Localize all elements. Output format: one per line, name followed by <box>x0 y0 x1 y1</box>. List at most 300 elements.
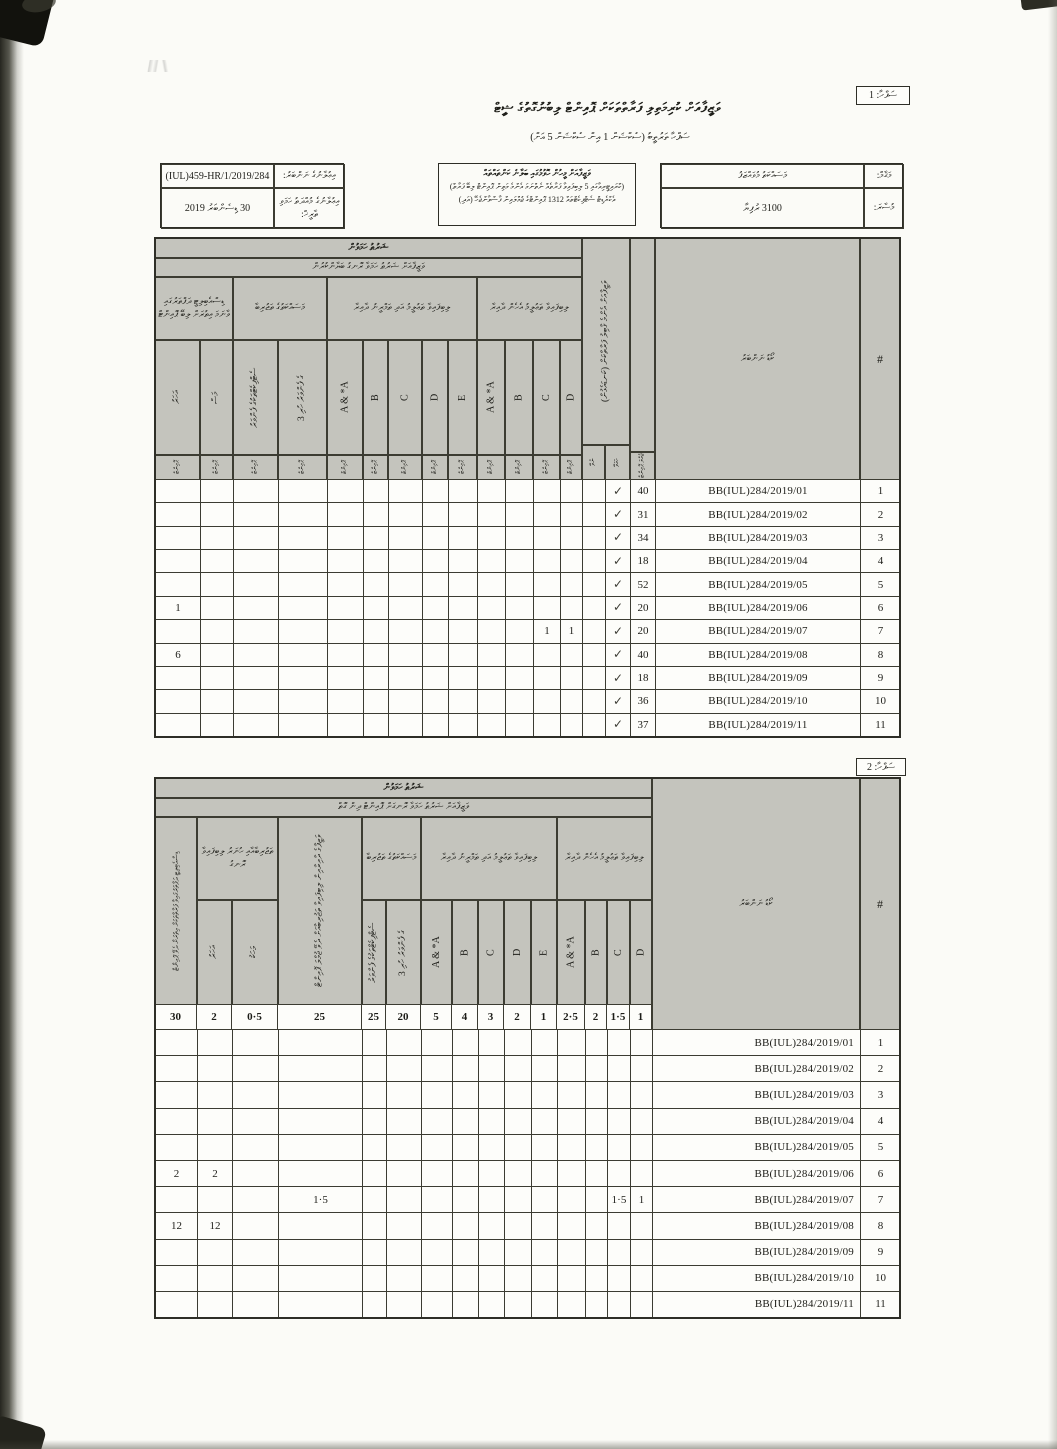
qualified-check-cell: ✓ <box>606 503 631 526</box>
grid-cell <box>506 480 534 503</box>
grid-cell <box>234 527 279 550</box>
row-index-cell: 10 <box>861 690 901 713</box>
applicant-code-cell: BB(IUL)284/2019/03 <box>653 1082 861 1108</box>
grid-cell <box>389 550 423 573</box>
grid-cell <box>156 503 201 526</box>
grid-cell <box>631 1240 653 1266</box>
grid-cell <box>631 1082 653 1108</box>
grid-cell <box>328 714 364 737</box>
grid-cell <box>279 527 328 550</box>
grid-cell <box>387 1135 422 1161</box>
grid-cell <box>279 1056 363 1082</box>
grid-cell <box>279 667 328 690</box>
table1-col-level3: 3 ގެ ފެންވަރު ހުރި <box>278 340 327 455</box>
grid-cell <box>558 1187 586 1213</box>
grid-cell <box>505 1056 532 1082</box>
grid-cell <box>279 1030 363 1056</box>
grid-cell <box>586 1109 608 1135</box>
grid-cell <box>364 667 389 690</box>
grid-cell <box>479 1240 505 1266</box>
applicant-code-cell: BB(IUL)284/2019/05 <box>653 1135 861 1161</box>
applicant-code-cell: BB(IUL)284/2019/08 <box>653 1213 861 1239</box>
grid-cell <box>156 1240 198 1266</box>
grid-cell <box>201 480 234 503</box>
grid-cell <box>505 1082 532 1108</box>
grid-cell <box>156 1292 198 1318</box>
grid-cell: 1 <box>561 620 583 643</box>
grid-cell <box>279 1266 363 1292</box>
table1-unit-11: ޕޮއިންޓް <box>533 455 560 480</box>
grid-cell <box>505 1240 532 1266</box>
applicant-code-cell: BB(IUL)284/2019/10 <box>653 1266 861 1292</box>
grid-cell <box>279 1161 363 1187</box>
grid-cell <box>233 1213 279 1239</box>
grid-cell <box>449 573 478 596</box>
grid-cell <box>363 1266 387 1292</box>
announcement-info-table <box>160 163 344 228</box>
note-line-1: ވަޒީފާއަށް މީހުން ހޮވުމުގައި ބަލާނެ ކަންތައްތައް <box>483 168 591 178</box>
grid-cell <box>198 1056 233 1082</box>
grid-cell <box>198 1266 233 1292</box>
grid-cell <box>558 1030 586 1056</box>
grid-cell <box>586 1292 608 1318</box>
table1-unit-6: ޕޮއިންޓް <box>388 455 422 480</box>
grid-cell <box>422 1266 453 1292</box>
table2-row <box>156 1187 901 1213</box>
announcement-number-label: އިޢުލާނުގެ ނަންބަރު: <box>274 164 345 188</box>
applicant-code-cell: BB(IUL)284/2019/07 <box>653 1187 861 1213</box>
max-cell: 25 <box>362 1005 386 1030</box>
grid-cell <box>234 620 279 643</box>
grid-cell <box>387 1056 422 1082</box>
grid-cell <box>156 1082 198 1108</box>
table2-title: ޝަރުޠު ހަމަވުން <box>155 778 652 798</box>
applicant-code-cell: BB(IUL)284/2019/01 <box>653 1030 861 1056</box>
grid-cell <box>364 620 389 643</box>
grid-cell <box>234 573 279 596</box>
total-points-cell: 36 <box>631 690 656 713</box>
grid-cell <box>608 1109 631 1135</box>
grid-cell <box>233 1187 279 1213</box>
table1-unit-9: ޕޮއިންޓް <box>477 455 505 480</box>
table1-col-grade-e: E <box>448 340 477 455</box>
grid-cell <box>631 1213 653 1239</box>
grid-cell <box>328 597 364 620</box>
max-cell: 1 <box>630 1005 652 1030</box>
row-index-cell: 5 <box>861 573 901 596</box>
table2-col-grade2-d: D <box>630 900 652 1005</box>
fail-cell <box>583 690 606 713</box>
grid-cell <box>279 1213 363 1239</box>
grid-cell <box>534 550 561 573</box>
grid-cell <box>532 1082 558 1108</box>
grid-cell <box>422 1161 453 1187</box>
grid-cell <box>478 550 506 573</box>
applicant-code-cell: BB(IUL)284/2019/05 <box>656 573 861 596</box>
grid-cell <box>233 1030 279 1056</box>
grid-cell <box>234 550 279 573</box>
grid-cell <box>387 1187 422 1213</box>
grid-cell <box>449 644 478 667</box>
grid-cell <box>234 690 279 713</box>
grid-cell <box>631 1109 653 1135</box>
grid-cell <box>561 667 583 690</box>
grid-cell <box>201 620 234 643</box>
grid-cell <box>505 1109 532 1135</box>
grid-cell <box>364 597 389 620</box>
grid-cell <box>479 1082 505 1108</box>
fail-cell <box>583 480 606 503</box>
table1-group-experience: މަސައްކަތުގެ ތަޖުރިބާ <box>233 277 327 340</box>
total-points-cell: 40 <box>631 644 656 667</box>
grid-cell <box>156 1187 198 1213</box>
max-cell: 4 <box>452 1005 478 1030</box>
table1-row <box>156 644 901 667</box>
grid-cell <box>586 1240 608 1266</box>
table2-row <box>156 1161 901 1187</box>
grid-cell <box>479 1213 505 1239</box>
grid-cell <box>558 1240 586 1266</box>
grid-cell <box>453 1240 479 1266</box>
total-points-cell: 18 <box>631 550 656 573</box>
grid-cell <box>156 667 201 690</box>
grid-cell <box>279 1135 363 1161</box>
table1-unit-5: ޕޮއިންޓް <box>363 455 388 480</box>
max-cell: 2·5 <box>557 1005 585 1030</box>
table1-row <box>156 550 901 573</box>
grid-cell <box>505 1213 532 1239</box>
grid-cell <box>586 1187 608 1213</box>
grid-cell <box>328 667 364 690</box>
grid-cell <box>449 527 478 550</box>
grid-cell <box>608 1161 631 1187</box>
grid-cell <box>389 690 423 713</box>
table1-title: ޝަރުޠު ހަމަވުން <box>155 238 582 258</box>
grid-cell <box>233 1161 279 1187</box>
grid-cell <box>506 667 534 690</box>
table2-row <box>156 1292 901 1318</box>
note-line-3: އެކްރެޑިޓް ސެޓްފިކެޓްތައް 1312 ޕޮއިންޓްގެ ޖުމްލައިން ފާސްވާންޖެހޭ (އަދި) <box>458 195 616 204</box>
table1-unit-12: ޕޮއިންޓް <box>560 455 582 480</box>
grid-cell: 12 <box>156 1213 198 1239</box>
grid-cell <box>423 714 449 737</box>
grid-cell <box>279 573 328 596</box>
table2-row <box>156 1082 901 1108</box>
grid-cell: 12 <box>198 1213 233 1239</box>
grid-cell <box>233 1135 279 1161</box>
grid-cell <box>201 597 234 620</box>
grid-cell <box>532 1240 558 1266</box>
grid-cell <box>532 1292 558 1318</box>
table2-data-grid <box>155 1030 901 1318</box>
table1-row <box>156 527 901 550</box>
grid-cell <box>506 573 534 596</box>
grid-cell <box>608 1240 631 1266</box>
grid-cell <box>532 1109 558 1135</box>
grid-cell <box>453 1056 479 1082</box>
grid-cell <box>449 597 478 620</box>
table1-group-disability: ޑިސްއެބިލިޓީ ދަފްތަރުގައި ވާނަމަ އިތުރަށް ލިބޭ ޕޮއިންޓް <box>155 277 233 340</box>
total-points-cell: 31 <box>631 503 656 526</box>
grid-cell <box>422 1056 453 1082</box>
grid-cell <box>423 644 449 667</box>
fail-cell <box>583 573 606 596</box>
qualified-check-cell: ✓ <box>606 573 631 596</box>
grid-cell <box>558 1109 586 1135</box>
qualified-check-cell: ✓ <box>606 550 631 573</box>
applicant-code-cell: BB(IUL)284/2019/07 <box>656 620 861 643</box>
table2-col-grade-aa: A & *A <box>421 900 452 1005</box>
document-subtitle: ސަފްހާ ތަރުތީބު (ސެކްޝަން 1 އިން ސެކްޝަން 5 އަށް) <box>530 132 690 143</box>
grid-cell <box>449 690 478 713</box>
row-index-cell: 10 <box>861 1266 901 1292</box>
grid-cell <box>423 667 449 690</box>
grid-cell <box>478 714 506 737</box>
row-index-cell: 3 <box>861 527 901 550</box>
grid-cell <box>532 1161 558 1187</box>
total-points-cell: 34 <box>631 527 656 550</box>
grid-cell <box>156 1266 198 1292</box>
grid-cell: 1 <box>156 597 201 620</box>
grid-cell <box>279 714 328 737</box>
grid-cell <box>532 1266 558 1292</box>
grid-cell <box>534 690 561 713</box>
applicant-code-cell: BB(IUL)284/2019/06 <box>653 1161 861 1187</box>
total-points-cell: 52 <box>631 573 656 596</box>
grid-cell <box>561 527 583 550</box>
grid-cell <box>505 1292 532 1318</box>
grid-cell <box>198 1030 233 1056</box>
grid-cell <box>478 667 506 690</box>
grid-cell <box>198 1187 233 1213</box>
table2-name-header: ކޯޑު ނަންބަރު <box>652 778 860 1030</box>
grid-cell <box>558 1082 586 1108</box>
fail-cell <box>583 597 606 620</box>
table1-fail-label: ނުވޭ <box>582 445 605 480</box>
grid-cell <box>479 1292 505 1318</box>
grid-cell <box>389 573 423 596</box>
grid-cell <box>328 690 364 713</box>
grid-cell <box>328 644 364 667</box>
table2-col-years: އަހަރު <box>197 900 232 1005</box>
scan-edge-left <box>0 0 24 1449</box>
grid-cell <box>422 1213 453 1239</box>
grid-cell <box>201 550 234 573</box>
grid-cell <box>201 527 234 550</box>
table2-row <box>156 1135 901 1161</box>
grid-cell <box>233 1109 279 1135</box>
grid-cell <box>201 644 234 667</box>
grid-cell <box>532 1187 558 1213</box>
grid-cell <box>506 527 534 550</box>
grid-cell <box>479 1030 505 1056</box>
grid-cell <box>389 527 423 550</box>
grid-cell <box>453 1187 479 1213</box>
grid-cell <box>423 573 449 596</box>
grid-cell <box>279 503 328 526</box>
grid-cell <box>453 1082 479 1108</box>
row-index-cell: 5 <box>861 1135 901 1161</box>
fail-cell <box>583 667 606 690</box>
grid-cell <box>233 1240 279 1266</box>
grid-cell <box>631 1266 653 1292</box>
grid-cell <box>506 690 534 713</box>
grid-cell <box>586 1266 608 1292</box>
applicant-code-cell: BB(IUL)284/2019/10 <box>656 690 861 713</box>
table2-row <box>156 1266 901 1292</box>
grid-cell <box>479 1109 505 1135</box>
grid-cell <box>631 1030 653 1056</box>
row-index-cell: 4 <box>861 1109 901 1135</box>
max-cell: 5 <box>421 1005 452 1030</box>
table1-col-grade-b: B <box>363 340 388 455</box>
table2-group-skills: ތަޖުރިބާއާއި ހުނަރު ލިބިފައިވާ ރޮނގު <box>197 817 278 900</box>
grid-cell <box>608 1213 631 1239</box>
table2-col-grade2-c: C <box>607 900 630 1005</box>
table1-row <box>156 620 901 643</box>
table1-group-education-related: ލިބިފައިވާ ތަޢުލީމު އަދި ތަމްރީނު ދާއިރާ <box>327 277 477 340</box>
row-index-cell: 6 <box>861 1161 901 1187</box>
grid-cell <box>534 714 561 737</box>
applicant-code-cell: BB(IUL)284/2019/02 <box>656 503 861 526</box>
grid-cell <box>156 527 201 550</box>
table1-check-label: ހަމަވޭ <box>605 445 630 480</box>
qualified-check-cell: ✓ <box>606 667 631 690</box>
row-index-cell: 7 <box>861 1187 901 1213</box>
grid-cell <box>389 480 423 503</box>
grid-cell <box>505 1135 532 1161</box>
grid-cell <box>201 573 234 596</box>
grid-cell <box>198 1240 233 1266</box>
grid-cell <box>534 667 561 690</box>
grid-cell: 2 <box>156 1161 198 1187</box>
max-cell: 2 <box>585 1005 607 1030</box>
grid-cell <box>422 1135 453 1161</box>
grid-cell <box>561 597 583 620</box>
row-index-cell: 3 <box>861 1082 901 1108</box>
grid-cell <box>233 1266 279 1292</box>
grid-cell <box>328 573 364 596</box>
grid-cell <box>389 503 423 526</box>
max-cell: 2 <box>197 1005 232 1030</box>
grid-cell <box>201 714 234 737</box>
grid-cell <box>234 503 279 526</box>
fail-cell <box>583 527 606 550</box>
grid-cell <box>156 550 201 573</box>
grid-cell <box>631 1135 653 1161</box>
table2-group-education-related: ލިބިފައިވާ ތަޢުލީމު އަދި ތަމްރީނު ދާއިރާ <box>421 817 557 900</box>
grid-cell <box>279 620 328 643</box>
grid-cell <box>532 1030 558 1056</box>
grid-cell <box>478 527 506 550</box>
grid-cell <box>608 1030 631 1056</box>
grid-cell <box>422 1109 453 1135</box>
grid-cell: 1 <box>631 1187 653 1213</box>
grid-cell <box>198 1082 233 1108</box>
table2-col-related-experience: ވަޒީފާގެ ދާއިރާއިން ލިބިފައިވާ ތަޖުރިބާއަށް ދެވޭ ޖުމްލަ ޕޮއިންޓް <box>278 817 362 1005</box>
note-line-2: (ކްރައިޓީރިއާގައި 5 ލިބިފައިވާ ފަރާތެއް ނެތްނަމަ އެންމެ މަތިން ޕޮއިންޓް ލިބޭ ފަރާތް) <box>449 182 625 191</box>
table2-col-level3: 3 ގެ ފެންވަރު ހުރި <box>386 900 421 1005</box>
grid-cell <box>423 503 449 526</box>
grid-cell <box>586 1030 608 1056</box>
announcement-number: (IUL)459-HR/1/2019/284 <box>161 164 274 188</box>
grid-cell <box>279 597 328 620</box>
row-index-cell: 6 <box>861 597 901 620</box>
grid-cell <box>363 1161 387 1187</box>
scan-edge-bottom <box>0 1440 1057 1449</box>
table1-name-header: ކޯޑު ނަންބަރު <box>655 238 860 480</box>
table1-row <box>156 597 901 620</box>
table1-unit-10: ޕޮއިންޓް <box>505 455 533 480</box>
grid-cell <box>156 620 201 643</box>
table2-col-grade-e: E <box>531 900 557 1005</box>
table2-col-disability: ޑިސްއެބިލިޓީ ދަފްތަރުގައިވާ ފަރާތްތަކަށް އިތުރަށް ދެވޭ ޕޮއިންޓް <box>155 817 197 1005</box>
grid-cell <box>364 690 389 713</box>
grid-cell <box>198 1109 233 1135</box>
grid-cell <box>363 1213 387 1239</box>
grid-cell <box>234 714 279 737</box>
table1-row <box>156 667 901 690</box>
table1-unit-1: ޕޮއިންޓް <box>200 455 233 480</box>
row-index-cell: 11 <box>861 714 901 737</box>
applicant-code-cell: BB(IUL)284/2019/11 <box>656 714 861 737</box>
grid-cell <box>422 1187 453 1213</box>
grid-cell <box>449 503 478 526</box>
table1-col-certificates: ސެޓްފިކެޓްތަކުގެ ފެންވަރު <box>233 340 278 455</box>
table1-total-label: ޖުމްލަ ޕޮއިންޓް <box>630 452 655 480</box>
salary-value: 3100 ރުފިޔާ <box>661 188 864 229</box>
table1-col-years: އަހަރު <box>155 340 200 455</box>
table1-col-grade-c: C <box>388 340 422 455</box>
grid-cell <box>364 573 389 596</box>
table2-col-grade2-aa: A & *A <box>557 900 585 1005</box>
grid-cell <box>453 1266 479 1292</box>
table1-col-grade-d: D <box>422 340 448 455</box>
table1-row <box>156 480 901 503</box>
total-points-cell: 37 <box>631 714 656 737</box>
grid-cell <box>363 1135 387 1161</box>
grid-cell <box>387 1109 422 1135</box>
grid-cell <box>156 1109 198 1135</box>
max-cell: 3 <box>478 1005 504 1030</box>
grid-cell <box>234 480 279 503</box>
applicant-code-cell: BB(IUL)284/2019/03 <box>656 527 861 550</box>
table1-unit-4: ޕޮއިންޓް <box>327 455 363 480</box>
grid-cell <box>505 1266 532 1292</box>
grid-cell <box>422 1030 453 1056</box>
grid-cell <box>201 503 234 526</box>
grid-cell <box>363 1292 387 1318</box>
grid-cell <box>198 1292 233 1318</box>
grid-cell <box>279 550 328 573</box>
criteria-note-box <box>438 163 636 226</box>
table1-unit-7: ޕޮއިންޓް <box>422 455 448 480</box>
table2-row <box>156 1030 901 1056</box>
grid-cell <box>364 527 389 550</box>
grid-cell: 1 <box>534 620 561 643</box>
grid-cell <box>631 1161 653 1187</box>
grid-cell <box>156 1135 198 1161</box>
grid-cell <box>156 1030 198 1056</box>
grid-cell <box>198 1135 233 1161</box>
grid-cell <box>389 597 423 620</box>
grid-cell <box>558 1135 586 1161</box>
grid-cell <box>453 1109 479 1135</box>
grid-cell <box>234 667 279 690</box>
table1-col-grade-aa: A & *A <box>327 340 363 455</box>
table1-qualified-header: ވަޒީފާއަށް އެންމެ ޤާބިލު ފަރާތްކަން (ކަނޑައެޅުން) <box>582 238 630 445</box>
grid-cell <box>364 480 389 503</box>
